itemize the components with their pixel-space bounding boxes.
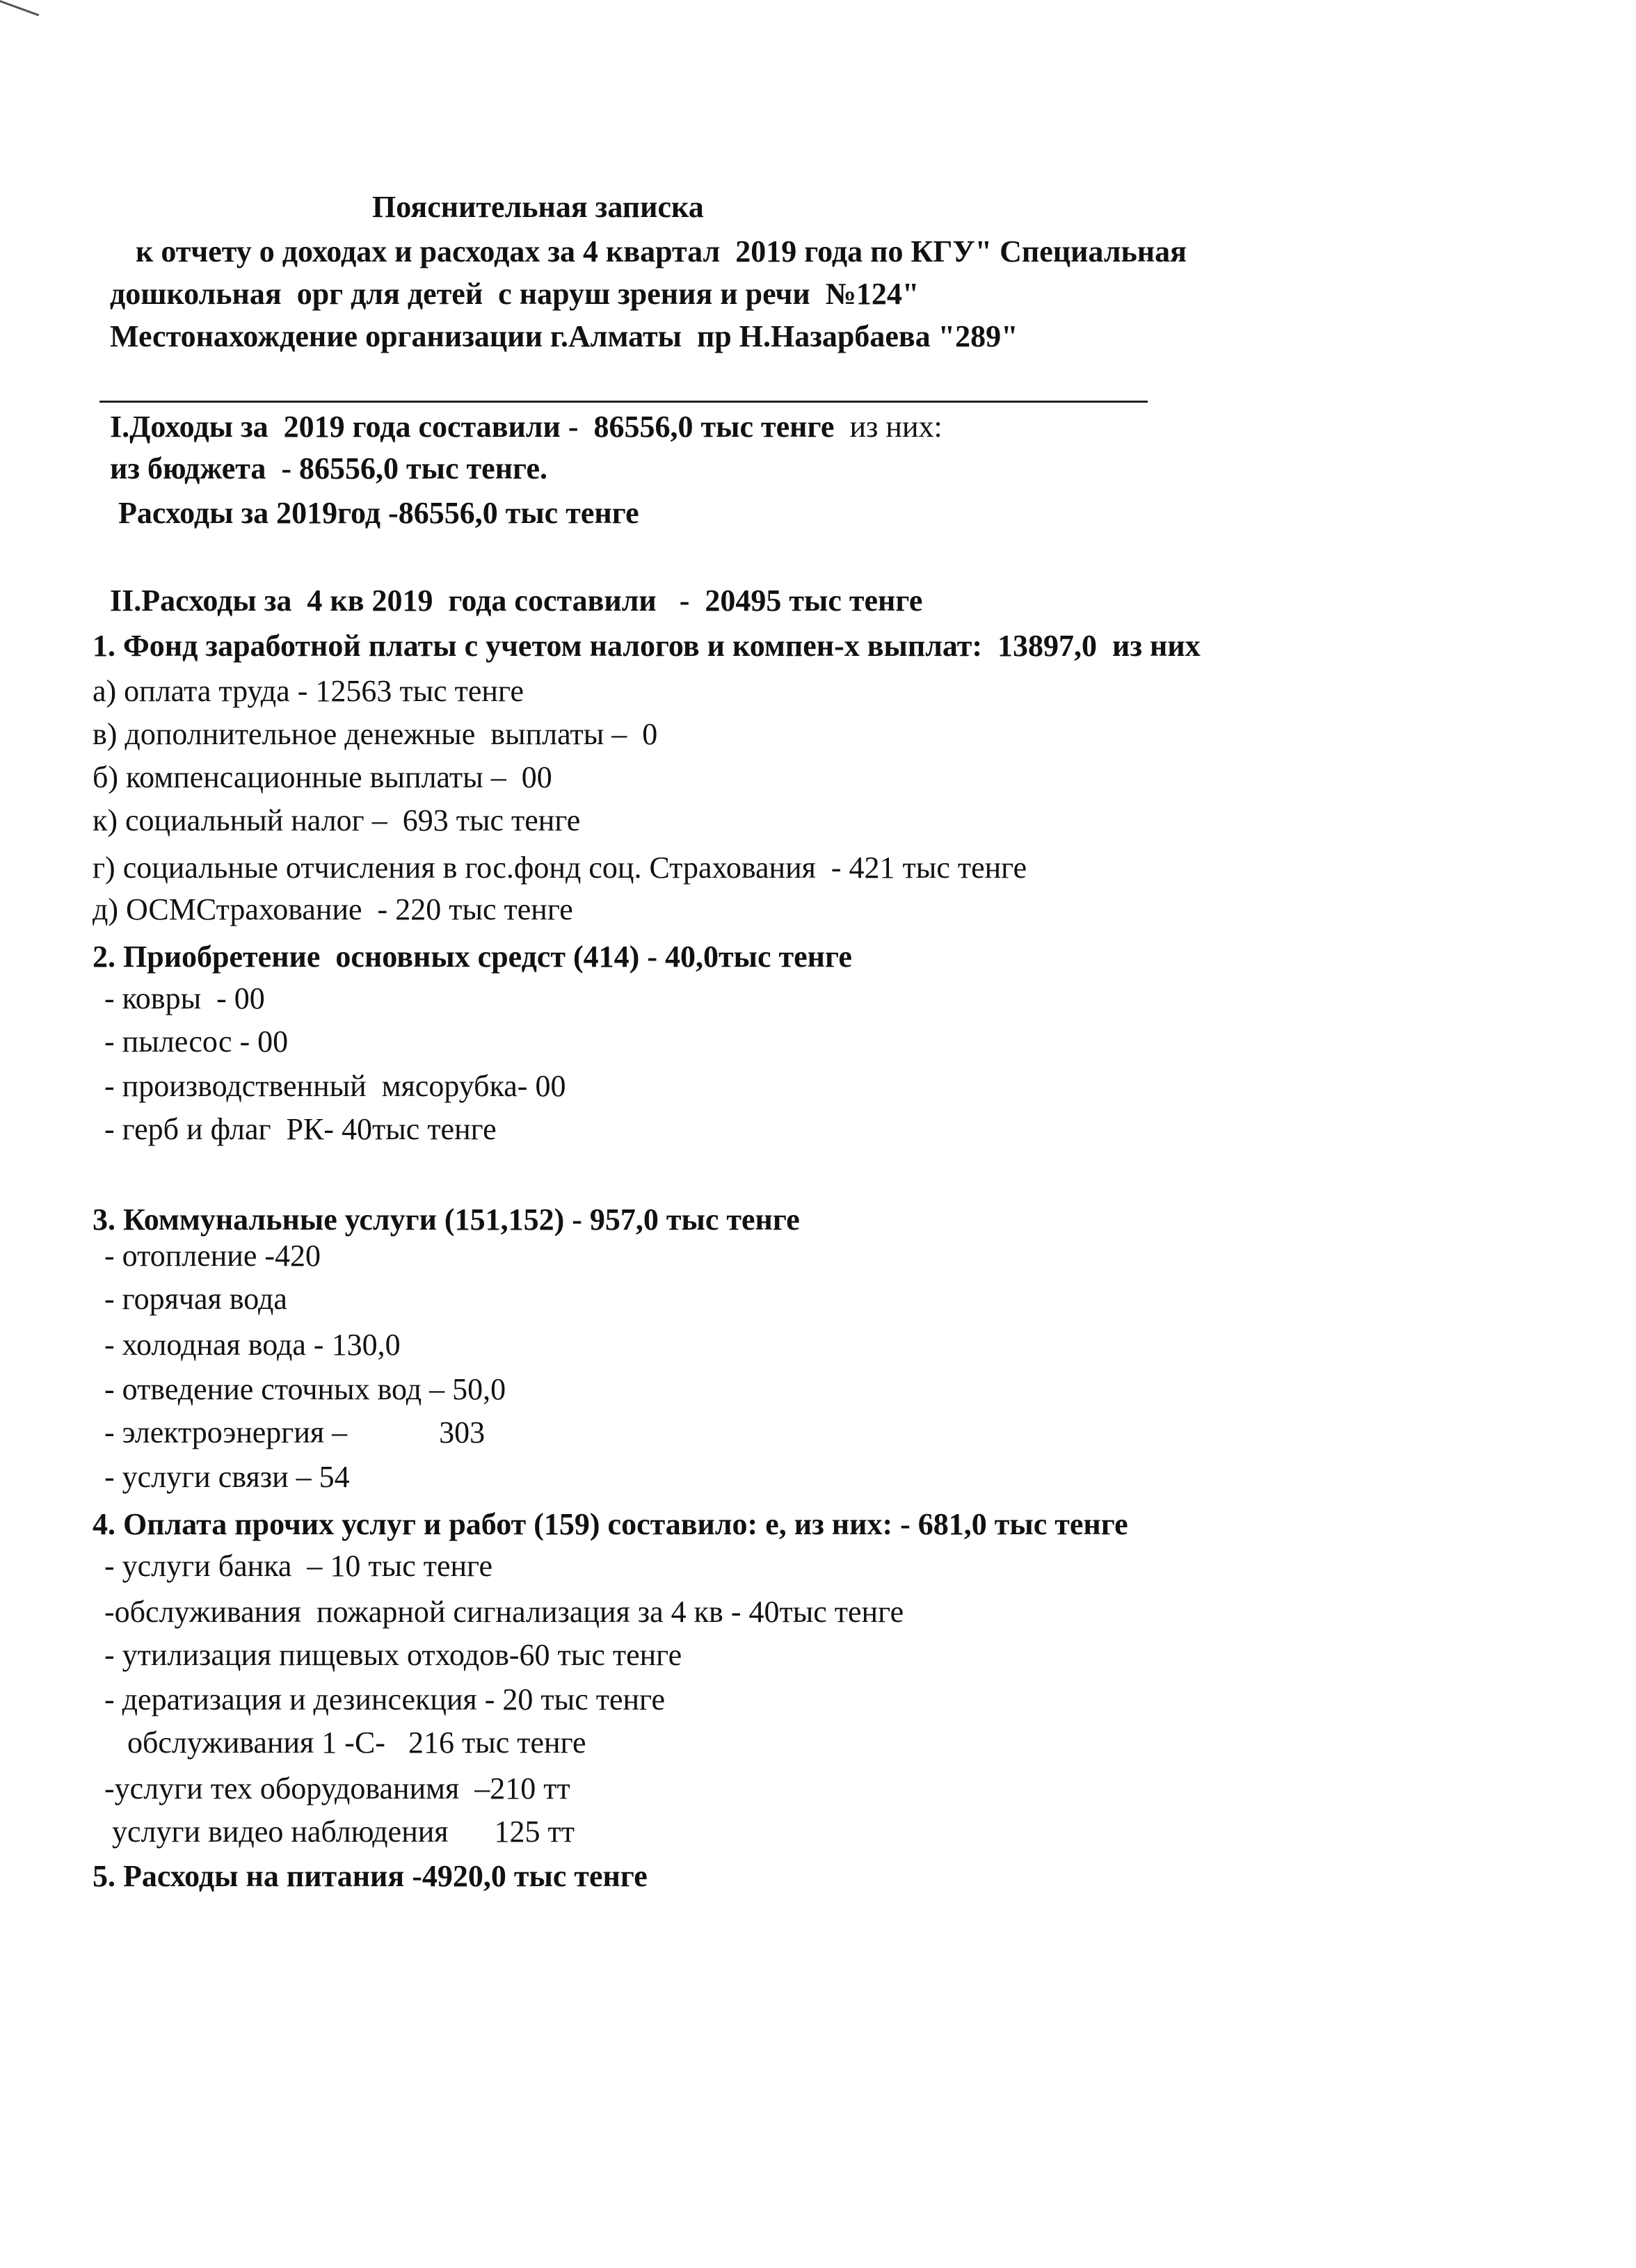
item3-line: - отведение сточных вод – 50,0 — [104, 1372, 506, 1406]
item1-line: в) дополнительное денежные выплаты – 0 — [93, 717, 658, 751]
item4-line: - утилизация пищевых отходов-60 тыс тенге — [104, 1638, 682, 1672]
item1-line: к) социальный налог – 693 тыс тенге — [93, 803, 581, 837]
header-line-4: Местонахождение организации г.Алматы пр Н.Назарбаева "289" — [110, 319, 1018, 353]
item3-line: - холодная вода - 130,0 — [104, 1328, 401, 1362]
item4-line: - дератизация и дезинсекция - 20 тыс тенге — [104, 1682, 666, 1716]
income-total: I.Доходы за 2019 года составили - 86556,0 тыс тенге — [110, 410, 835, 444]
header-divider — [99, 401, 1148, 403]
item4-line: - услуги банка – 10 тыс тенге — [104, 1549, 493, 1583]
item3-line: - отопление -420 — [104, 1239, 321, 1273]
q4-expenses-title: II.Расходы за 4 кв 2019 года составили - 20495 тыс тенге — [110, 584, 923, 618]
income-tail: из них: — [834, 410, 943, 444]
item4-line: -обслуживания пожарной сигнализация за 4 кв - 40тыс тенге — [104, 1595, 904, 1629]
item4-line: обслуживания 1 -С- 216 тыс тенге — [104, 1726, 586, 1760]
item5-title: 5. Расходы на питания -4920,0 тыс тенге — [93, 1859, 648, 1893]
item2-line: - герб и флаг РК- 40тыс тенге — [104, 1112, 497, 1146]
item3-line: - электроэнергия – 303 — [104, 1415, 486, 1449]
item1-line: г) социальные отчисления в гос.фонд соц. Страхования - 421 тыс тенге — [93, 851, 1027, 885]
scan-corner-mark — [0, 0, 39, 56]
header-line-2: к отчету о доходах и расходах за 4 квартал 2019 года по КГУ" Специальная — [136, 234, 1187, 268]
item1-line: д) ОСМСтрахование - 220 тыс тенге — [93, 892, 573, 926]
item1-line: а) оплата труда - 12563 тыс тенге — [93, 674, 524, 708]
item1-line: б) компенсационные выплаты – 00 — [93, 760, 552, 794]
item2-line: - производственный мясорубка- 00 — [104, 1069, 566, 1103]
item4-title: 4. Оплата прочих услуг и работ (159) составило: е, из них: - 681,0 тыс тенге — [93, 1507, 1128, 1541]
item4-line: услуги видео наблюдения 125 тт — [104, 1815, 575, 1849]
header-line-3: дошкольная орг для детей с наруш зрения и речи №124" — [110, 277, 920, 311]
item2-line: - пылесос - 00 — [104, 1024, 289, 1059]
income-line — [110, 409, 943, 445]
document-title: Пояснительная записка — [372, 190, 704, 224]
item1-title: 1. Фонд заработной платы с учетом налогов и компен-х выплат: 13897,0 из них — [93, 629, 1201, 663]
item4-line: -услуги тех оборудованимя –210 тт — [104, 1771, 570, 1805]
budget-line: из бюджета - 86556,0 тыс тенге. — [110, 451, 547, 485]
item3-line: - услуги связи – 54 — [104, 1460, 350, 1494]
item3-line: - горячая вода — [104, 1282, 287, 1316]
item3-title: 3. Коммунальные услуги (151,152) - 957,0 тыс тенге — [93, 1203, 800, 1237]
annual-expenses-line: Расходы за 2019год -86556,0 тыс тенге — [118, 496, 639, 530]
item2-line: - ковры - 00 — [104, 981, 265, 1015]
item2-title: 2. Приобретение основных средст (414) - 40,0тыс тенге — [93, 940, 852, 974]
